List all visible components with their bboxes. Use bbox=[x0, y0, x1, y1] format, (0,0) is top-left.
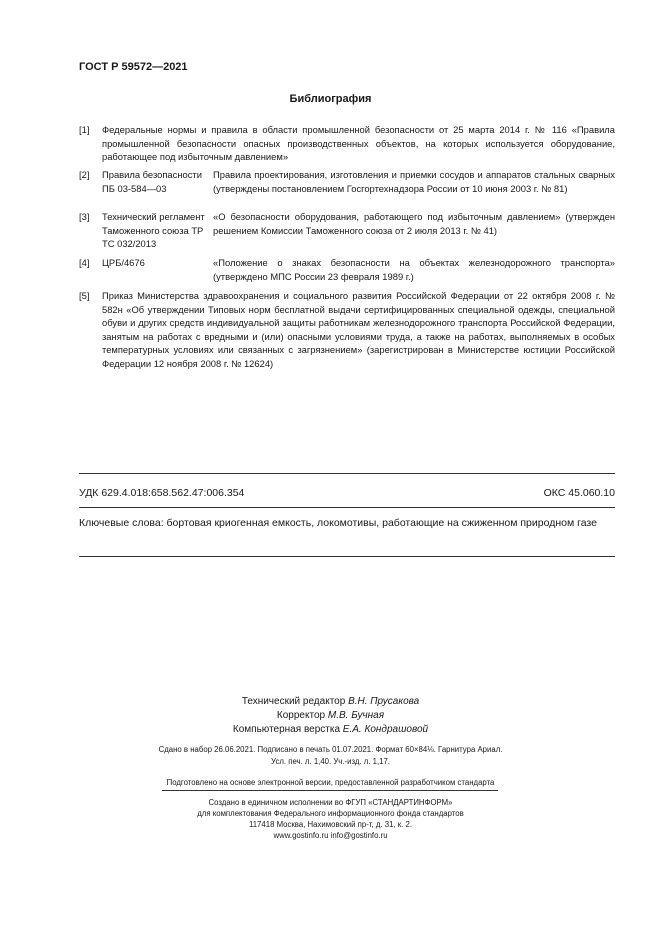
imprint-created: Создано в единичном исполнении во ФГУП «СТАНДАРТИНФОРМ» bbox=[208, 798, 453, 807]
bib-entry-3-source: Технический регламент Таможенного союза ТР ТС 032/2013 bbox=[102, 211, 205, 250]
udk-code: УДК 629.4.018:658.562.47:006.354 bbox=[79, 487, 245, 499]
bib-entry-3-text: «О безопасности оборудования, работающего под избыточным давлением» (утвержден решением Комиссии Таможенного союза от 2 июля 2013 г. № 41) bbox=[213, 211, 615, 236]
keywords-divider bbox=[79, 556, 615, 557]
imprint-prepared-note: Подготовлено на основе электронной версии, предоставленной разработчиком стандарта bbox=[166, 778, 495, 787]
bib-entry-5-number: [5] bbox=[79, 290, 90, 301]
classification-divider bbox=[79, 507, 615, 508]
bib-entry-2-source: Правила безопасности ПБ 03-584—03 bbox=[102, 169, 202, 194]
bib-entry-3-number: [3] bbox=[79, 211, 90, 222]
imprint-sheets: Усл. печ. л. 1,40. Уч.-изд. л. 1,17. bbox=[271, 757, 390, 766]
corrector-name: М.В. Бучная bbox=[327, 710, 385, 721]
bib-entry-2-number: [2] bbox=[79, 169, 90, 180]
bib-entry-5-text: Приказ Министерства здравоохранения и социального развития Российской Федерации от 22 октября 2008 г. № 582н «Об утверждении Типовых норм бесплатной выдачи сертифицированных специальной одежды, специальной обуви и других средств индивидуальной защиты работникам железнодорожного транспорта Российской Федерации, занятым на работах с вредными и (или) опасными условиями труда, а также на работах, выполняемых в особых температурных условиях или связанных с загрязнением» (зарегистрирован в Министерстве юстиции Российской Федерации 12 ноября 2008 г. № 12624) bbox=[102, 290, 615, 369]
keywords: Ключевые слова: бортовая криогенная емкость, локомотивы, работающие на сжиженном природном газе bbox=[79, 517, 597, 529]
tech-editor-label: Технический редактор bbox=[241, 696, 346, 707]
standard-header: ГОСТ Р 59572—2021 bbox=[79, 61, 188, 73]
bib-entry-4-source: ЦРБ/4676 bbox=[102, 257, 145, 268]
tech-editor-line bbox=[0, 695, 661, 709]
corrector-line bbox=[0, 709, 661, 723]
bib-entry-4-number: [4] bbox=[79, 257, 90, 268]
oks-code: ОКС 45.060.10 bbox=[543, 487, 615, 499]
imprint-divider bbox=[162, 790, 498, 791]
layout-name: Е.А. Кондрашовой bbox=[342, 724, 429, 735]
corrector-label: Корректор bbox=[276, 710, 326, 721]
bib-entry-4-text: «Положение о знаках безопасности на объектах железнодорожного транспорта» (утверждено МПС России 23 февраля 1989 г.) bbox=[213, 257, 615, 282]
imprint-fund: для комплектования Федерального информационного фонда стандартов bbox=[197, 809, 464, 818]
layout-label: Компьютерная верстка bbox=[232, 724, 341, 735]
imprint-print-details: Сдано в набор 26.06.2021. Подписано в печать 01.07.2021. Формат 60×84⅛. Гарнитура Ариал. bbox=[158, 745, 503, 754]
bibliography-title: Библиография bbox=[289, 93, 372, 105]
tech-editor-name: В.Н. Прусакова bbox=[348, 696, 420, 707]
top-divider bbox=[79, 473, 615, 474]
bib-entry-1-number: [1] bbox=[79, 124, 90, 135]
imprint-contacts: www.gostinfo.ru info@gostinfo.ru bbox=[273, 831, 388, 840]
bib-entry-1-text: Федеральные нормы и правила в области промышленной безопасности от 25 марта 2014 г. № 116 «Правила промышленной безопасности опасных производственных объектов, на которых используется оборудование, работающее под избыточным давлением» bbox=[102, 124, 615, 163]
bib-entry-2-text: Правила проектирования, изготовления и приемки сосудов и аппаратов стальных сварных (утверждены постановлением Госгортехнадзора России от 10 июня 2003 г. № 81) bbox=[213, 169, 615, 194]
imprint-address: 117418 Москва, Нахимовский пр-т, д. 31, к. 2. bbox=[248, 820, 413, 829]
layout-line bbox=[0, 723, 661, 737]
